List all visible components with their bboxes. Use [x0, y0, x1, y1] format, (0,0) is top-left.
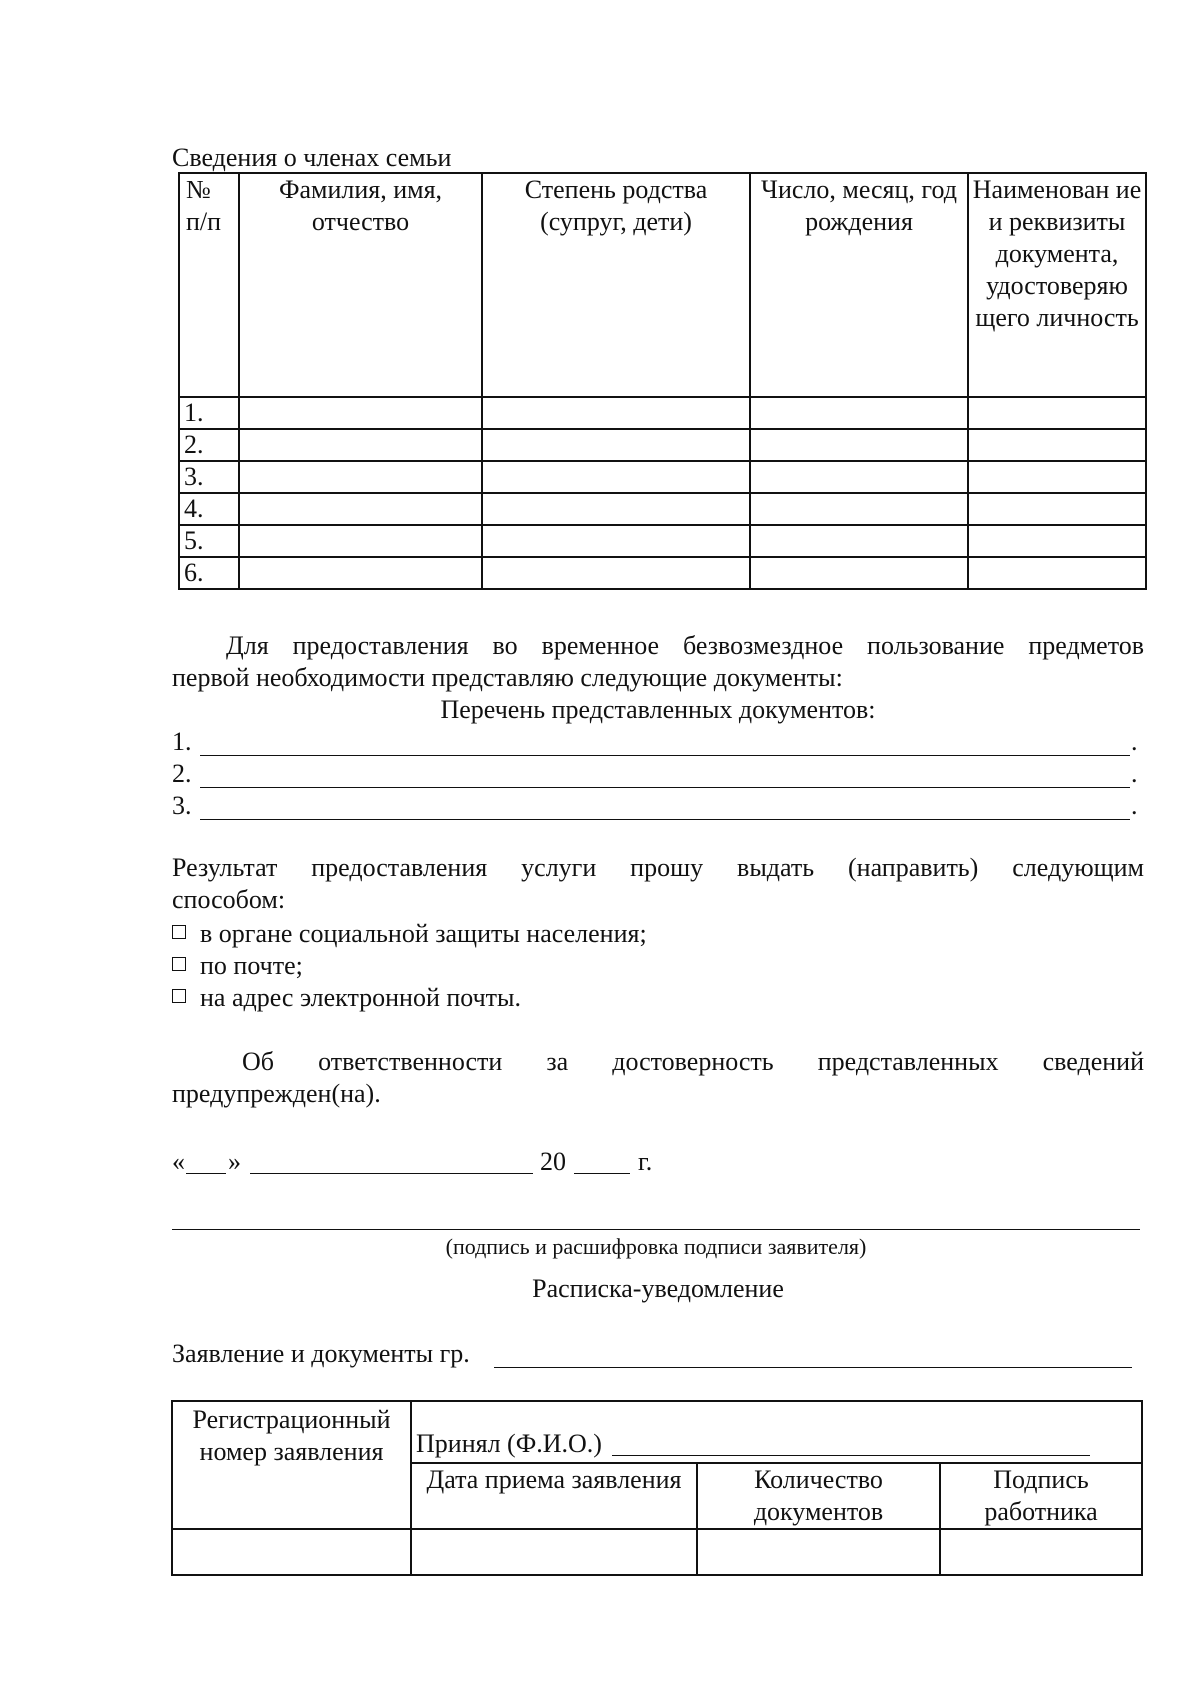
cell-relationship[interactable]	[482, 557, 750, 589]
doc-item-1-line[interactable]	[200, 755, 1130, 756]
cell-full-name[interactable]	[239, 557, 482, 589]
cell-full-name[interactable]	[239, 429, 482, 461]
cell-birth-date[interactable]	[750, 493, 968, 525]
doc-item-2-period: .	[1131, 759, 1138, 788]
family-members-table	[178, 172, 1147, 590]
reg-number-header: Регистрационный номер заявления	[172, 1401, 411, 1529]
table-row	[179, 429, 1146, 461]
doc-item-1-number: 1.	[172, 727, 192, 756]
table-row	[179, 525, 1146, 557]
table-row	[172, 1529, 1142, 1575]
cell-reg-number[interactable]	[172, 1529, 411, 1575]
table-row	[179, 557, 1146, 589]
cell-full-name[interactable]	[239, 397, 482, 429]
cell-birth-date[interactable]	[750, 525, 968, 557]
table-row	[179, 461, 1146, 493]
accepted-by-line[interactable]	[612, 1433, 1090, 1456]
date-close-quote: »	[228, 1147, 241, 1176]
responsibility-line2: предупрежден(на).	[172, 1079, 381, 1108]
cell-doc-count[interactable]	[697, 1529, 940, 1575]
family-table-header	[179, 173, 1146, 397]
row-number: 4.	[179, 493, 239, 525]
documents-intro-line1: Для предоставления во временное безвозмездное пользование предметов	[226, 631, 1144, 660]
col-number: № п/п	[179, 173, 239, 397]
option-label: в органе социальной защиты населения;	[200, 919, 647, 948]
cell-birth-date[interactable]	[750, 429, 968, 461]
cell-full-name[interactable]	[239, 493, 482, 525]
row-number: 1.	[179, 397, 239, 429]
option-label: по почте;	[200, 951, 303, 980]
receipt-applicant-line[interactable]	[494, 1367, 1132, 1368]
doc-item-3-number: 3.	[172, 791, 192, 820]
documents-list-title: Перечень представленных документов:	[440, 695, 876, 724]
option-label: на адрес электронной почты.	[200, 983, 522, 1012]
result-line2: способом:	[172, 885, 286, 914]
accepted-by-cell	[411, 1401, 1142, 1463]
doc-item-2-number: 2.	[172, 759, 192, 788]
signature-caption: (подпись и расшифровка подписи заявителя)	[445, 1234, 867, 1259]
doc-count-header: Количество документов	[697, 1463, 940, 1529]
documents-intro-line2: первой необходимости представляю следующие документы:	[172, 663, 843, 692]
doc-item-2-line[interactable]	[200, 787, 1130, 788]
date-year-prefix: 20	[540, 1147, 566, 1176]
cell-relationship[interactable]	[482, 397, 750, 429]
checkbox-icon[interactable]	[172, 989, 186, 1003]
cell-id-document[interactable]	[968, 429, 1146, 461]
cell-relationship[interactable]	[482, 493, 750, 525]
col-birth-date: Число, месяц, год рождения	[750, 173, 968, 397]
date-year-suffix: г.	[638, 1147, 653, 1176]
col-id-document: Наименован ие и реквизиты документа, удостоверяю щего личность	[968, 173, 1146, 397]
cell-full-name[interactable]	[239, 525, 482, 557]
cell-birth-date[interactable]	[750, 397, 968, 429]
result-line1: Результат предоставления услуги прошу выдать (направить) следующим	[172, 853, 1144, 882]
responsibility-line1: Об ответственности за достоверность представленных сведений	[242, 1047, 1144, 1076]
row-number: 2.	[179, 429, 239, 461]
col-relationship: Степень родства (супруг, дети)	[482, 173, 750, 397]
option-social-protection[interactable]	[172, 918, 647, 950]
cell-date-accepted[interactable]	[411, 1529, 697, 1575]
checkbox-icon[interactable]	[172, 957, 186, 971]
receipt-table	[171, 1400, 1143, 1576]
cell-id-document[interactable]	[968, 461, 1146, 493]
checkbox-icon[interactable]	[172, 925, 186, 939]
cell-birth-date[interactable]	[750, 557, 968, 589]
date-month-line[interactable]	[250, 1173, 533, 1174]
date-day-line[interactable]	[186, 1173, 226, 1174]
accepted-by-label: Принял (Ф.И.О.)	[416, 1429, 602, 1458]
cell-full-name[interactable]	[239, 461, 482, 493]
row-number: 5.	[179, 525, 239, 557]
date-open-quote: «	[172, 1147, 185, 1176]
doc-item-3-period: .	[1131, 791, 1138, 820]
worker-signature-header: Подпись работника	[940, 1463, 1142, 1529]
cell-relationship[interactable]	[482, 429, 750, 461]
signature-line[interactable]	[172, 1229, 1140, 1230]
row-number: 3.	[179, 461, 239, 493]
receipt-applicant-label: Заявление и документы гр.	[172, 1339, 470, 1368]
row-number: 6.	[179, 557, 239, 589]
cell-id-document[interactable]	[968, 557, 1146, 589]
date-year-line[interactable]	[574, 1173, 630, 1174]
cell-birth-date[interactable]	[750, 461, 968, 493]
option-mail[interactable]	[172, 950, 303, 982]
table-row	[179, 397, 1146, 429]
cell-id-document[interactable]	[968, 525, 1146, 557]
cell-worker-signature[interactable]	[940, 1529, 1142, 1575]
doc-item-3-line[interactable]	[200, 819, 1130, 820]
receipt-title: Расписка-уведомление	[532, 1274, 784, 1303]
family-section-title: Сведения о членах семьи	[172, 143, 452, 172]
table-row	[179, 493, 1146, 525]
cell-id-document[interactable]	[968, 397, 1146, 429]
cell-relationship[interactable]	[482, 525, 750, 557]
date-accepted-header: Дата приема заявления	[411, 1463, 697, 1529]
option-email[interactable]	[172, 982, 521, 1014]
cell-relationship[interactable]	[482, 461, 750, 493]
doc-item-1-period: .	[1131, 727, 1138, 756]
col-full-name: Фамилия, имя, отчество	[239, 173, 482, 397]
cell-id-document[interactable]	[968, 493, 1146, 525]
